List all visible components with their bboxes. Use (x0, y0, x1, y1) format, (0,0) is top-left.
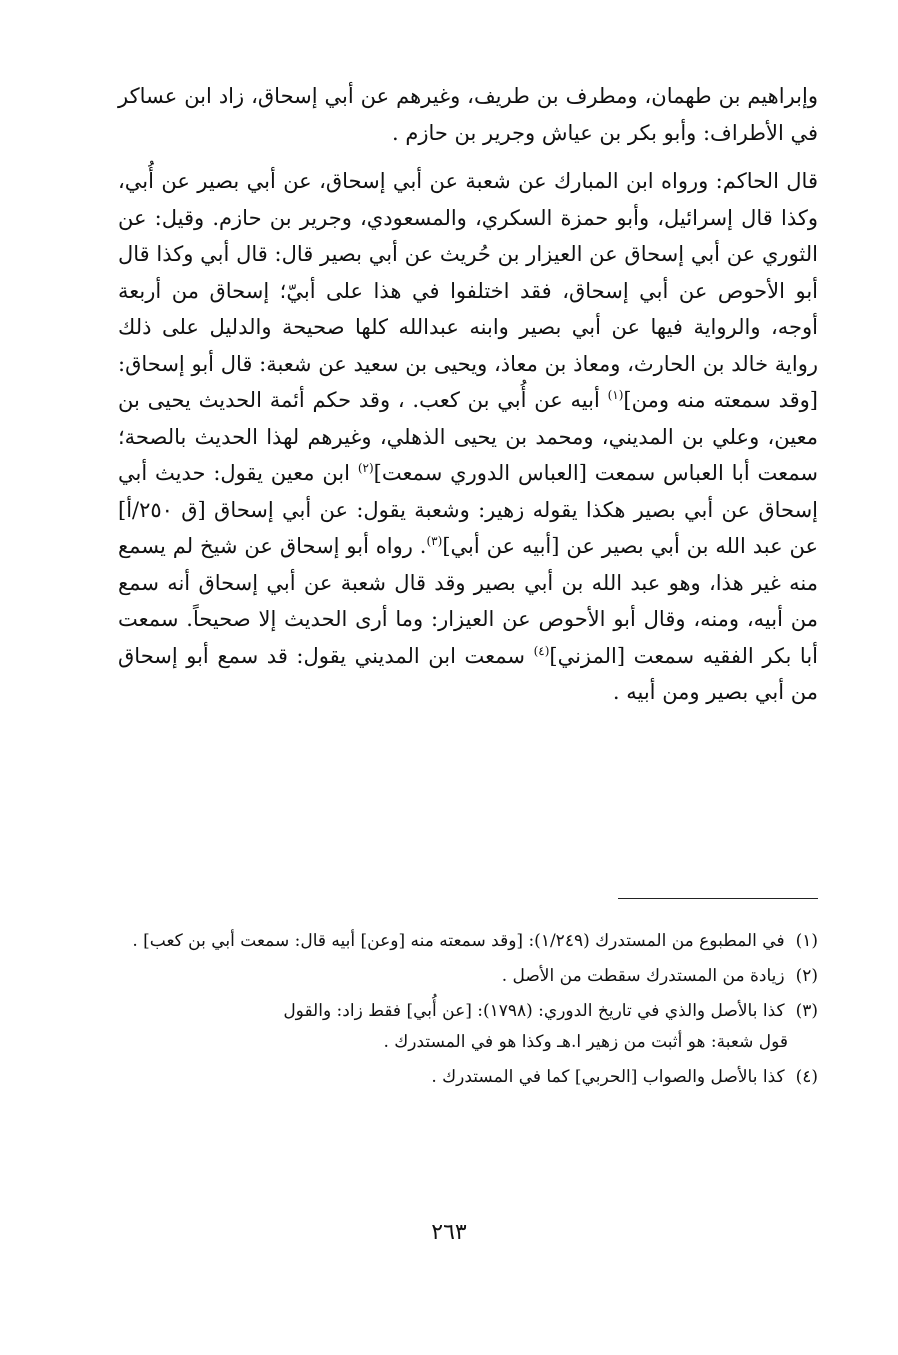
paragraph-1: وإبراهيم بن طهمان، ومطرف بن طريف، وغيرهم عن أبي إسحاق، زاد ابن عساكر في الأطراف: وأبو بكر بن عياش وجرير بن حازم . (118, 84, 818, 145)
footnote-number: (١) (795, 931, 818, 951)
footnote-ref-1[interactable]: (١) (607, 388, 624, 402)
footnote-continuation: قول شعبة: هو أثبت من زهير ا.هـ وكذا هو في المستدرك . (383, 1032, 788, 1052)
footnote-number: (٤) (795, 1067, 818, 1087)
paragraph-2 (118, 163, 818, 711)
footnote-text: في المطبوع من المستدرك (١/٢٤٩): [وقد سمعته منه [وعن] أبيه قال: سمعت أبي بن كعب] . (132, 931, 785, 951)
footnote-3 (118, 996, 818, 1058)
paragraph-2-part-2: أبيه عن أُبي بن كعب. ، وقد حكم أئمة الحديث يحيى بن معين، وعلي بن المديني، ومحمد بن يحيى الذهلي، وغيرهم لهذا الحديث بالصحة؛ سمعت أبا العباس سمعت [العباس الدوري سمعت] (118, 388, 819, 485)
footnote-text: زيادة من المستدرك سقطت من الأصل . (501, 966, 785, 986)
page-content (118, 78, 819, 1087)
page-number: ٢٦٣ (431, 1220, 467, 1245)
paragraph-2-part-5: سمعت ابن المديني يقول: قد سمع أبو إسحاق من أبي بصير ومن أبيه . (118, 643, 818, 704)
main-text (118, 78, 818, 711)
footnote-ref-4[interactable]: (٤) (533, 643, 550, 658)
footnote-4 (118, 1062, 818, 1093)
paragraph-2-part-3: ابن معين يقول: حديث أبي إسحاق عن أبي بصير هكذا يقوله زهير: وشعبة يقول: عن أبي إسحاق [ق ٢٥٠/أ] عن عبد الله بن أبي بصير عن [أبيه عن أبي] (118, 461, 818, 558)
footnote-ref-3[interactable]: (٣) (426, 534, 443, 548)
footnote-text: كذا بالأصل والذي في تاريخ الدوري: (١٧٩٨): [عن أُبي] فقط زاد: والقول (283, 1001, 785, 1021)
paragraph-2-part-1: قال الحاكم: ورواه ابن المبارك عن شعبة عن أبي إسحاق، عن أبي بصير عن أُبي، وكذا قال إسرائيل، وأبو حمزة السكري، والمسعودي، وجرير بن حازم. وقيل: عن الثوري عن أبي إسحاق عن العيزار بن حُريث عن أبي بصير قال: قال أبي وكذا قال أبو الأحوص عن أبي إسحاق، فقد اختلفوا في هذا على أبيّ؛ إسحاق من أربعة أوجه، والرواية فيها عن أبي بصير وابنه عبدالله كلها صحيحة والدليل على ذلك رواية خالد بن الحارث، ومعاذ بن معاذ، ويحيى بن سعيد عن شعبة: قال أبو إسحاق: [وقد سمعته منه ومن] (118, 169, 819, 412)
footnote-2 (118, 961, 818, 992)
footnote-divider (618, 898, 818, 899)
footnote-text: كذا بالأصل والصواب [الحربي] كما في المستدرك . (431, 1067, 785, 1087)
footnote-1 (118, 926, 818, 957)
footnotes (118, 926, 818, 1097)
footnote-number: (٢) (795, 966, 818, 986)
footnote-ref-2[interactable]: (٢) (357, 461, 374, 475)
paragraph-2-part-4: . رواه أبو إسحاق عن شيخ لم يسمع منه غير هذا، وهو عبد الله بن أبي بصير وقد قال شعبة عن أبي إسحاق أنه سمع من أبيه، ومنه، وقال أبو الأحوص عن العيزار: وما أرى الحديث إلا صحيحاً. سمعت أبا بكر الفقيه سمعت [المزني] (118, 534, 818, 668)
footnote-number: (٣) (795, 1001, 818, 1021)
